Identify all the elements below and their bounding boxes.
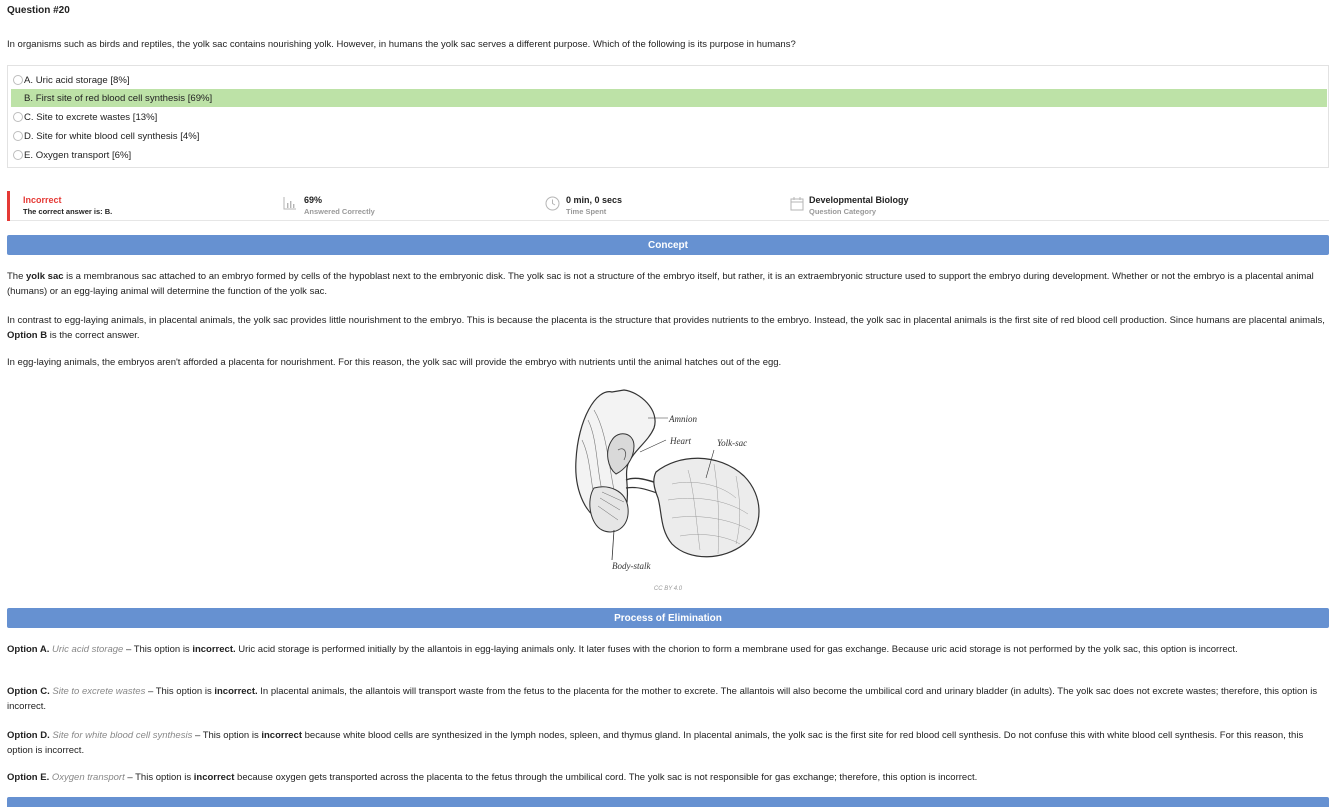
text: – This option is (124, 772, 194, 783)
amnion-label: Amnion (669, 414, 697, 424)
correct-answer-text: The correct answer is: B. (23, 207, 113, 216)
verdict: incorrect (261, 730, 302, 741)
result-value: Incorrect (23, 195, 62, 205)
heart-label: Heart (670, 436, 691, 446)
option-label: A. Uric acid storage [8%] (24, 74, 130, 86)
text: The (7, 271, 27, 282)
text: – This option is (123, 644, 193, 655)
category-stat (809, 194, 909, 218)
category-label: Question Category (809, 207, 877, 216)
time-stat (566, 194, 622, 218)
elimination-header: Process of Elimination (7, 608, 1329, 628)
radio-button[interactable] (13, 131, 23, 141)
radio-button[interactable] (13, 112, 23, 122)
option-d[interactable] (11, 127, 1327, 145)
text: is the correct answer. (47, 330, 140, 341)
option-name: Oxygen transport (51, 772, 125, 783)
verdict: incorrect. (214, 686, 258, 697)
text: – This option is (145, 686, 215, 697)
option-ref: Option C. (7, 686, 50, 697)
result-stat (23, 194, 112, 218)
radio-button[interactable] (13, 150, 23, 160)
text: Uric acid storage is performed initially by the allantois in egg-laying animals only. It later fuses with the chorion to form a membrane used for gas exchange. Because uric acid storage is not performed by the yolk sac, this option is incorrect. (235, 644, 1238, 655)
body-stalk-label: Body-stalk (612, 561, 651, 571)
answer-options (7, 65, 1329, 168)
next-section-header (7, 797, 1329, 807)
answered-stat (304, 194, 375, 218)
option-name: Uric acid storage (52, 644, 124, 655)
option-e[interactable] (11, 146, 1327, 164)
term-yolk-sac: yolk sac (26, 271, 64, 282)
concept-paragraph-2 (7, 313, 1325, 343)
option-name: Site to excrete wastes (52, 686, 146, 697)
category-value: Developmental Biology (809, 195, 909, 205)
elimination-option-c (7, 684, 1325, 714)
option-ref: Option E. (7, 772, 50, 783)
answered-label: Answered Correctly (304, 207, 375, 216)
incorrect-indicator (7, 191, 10, 221)
concept-paragraph-1 (7, 269, 1325, 299)
option-ref: Option A. (7, 644, 50, 655)
elimination-option-a (7, 642, 1325, 657)
option-label: D. Site for white blood cell synthesis [4%] (24, 130, 200, 142)
time-value: 0 min, 0 secs (566, 195, 623, 205)
embryo-illustration (568, 380, 768, 580)
text: because oxygen gets transported across the placenta to the fetus through the umbilical cord. The yolk sac is not responsible for gas exchange; therefore, this option is incorrect. (234, 772, 978, 783)
answered-value: 69% (304, 195, 323, 205)
result-stats (7, 191, 1329, 221)
text: because white blood cells are synthesized in the lymph nodes, spleen, and thymus gland. In placental animals, the yolk sac is the first site for red blood cell synthesis. Do not confuse this with white blood cell synthesis. For this reason, this option is incorrect. (7, 730, 1304, 756)
option-c[interactable] (11, 108, 1327, 126)
text: – This option is (192, 730, 262, 741)
verdict: incorrect. (192, 644, 236, 655)
option-label: E. Oxygen transport [6%] (24, 149, 132, 161)
elimination-option-e (7, 770, 1325, 785)
concept-header: Concept (7, 235, 1329, 255)
option-ref: Option D. (7, 730, 50, 741)
option-b[interactable] (11, 89, 1327, 107)
option-label: B. First site of red blood cell synthesis [69%] (24, 92, 213, 104)
calendar-icon (790, 196, 804, 211)
option-name: Site for white blood cell synthesis (52, 730, 193, 741)
text: is a membranous sac attached to an embryo formed by cells of the hypoblast next to the embryonic disk. The yolk sac is not a structure of the embryo itself, but rather, it is an extraembryonic structure used to support the embryo during development. Whether or not the embryo is a placental animal (humans) or an egg-laying animal will determine the function of the yolk sac. (7, 271, 1314, 297)
bar-chart-icon (283, 196, 297, 210)
verdict: incorrect (193, 772, 235, 783)
clock-icon (545, 196, 560, 211)
correct-option-ref: Option B (7, 330, 48, 341)
question-title: Question #20 (7, 5, 70, 16)
radio-button[interactable] (13, 75, 23, 85)
elimination-option-d (7, 728, 1325, 758)
text: In placental animals, the allantois will transport waste from the fetus to the placenta for the mother to excrete. The allantois will also become the umbilical cord and urinary bladder (in adults). The yolk sac does not excrete wastes; therefore, this option is incorrect. (7, 686, 1318, 712)
image-caption: CC BY 4.0 (653, 586, 683, 592)
option-a[interactable] (11, 71, 1327, 89)
option-label: C. Site to excrete wastes [13%] (24, 111, 158, 123)
concept-paragraph-3: In egg-laying animals, the embryos aren't afforded a placenta for nourishment. For this reason, the yolk sac will provide the embryo with nutrients until the animal hatches out of the egg. (7, 357, 782, 368)
yolk-sac-label: Yolk-sac (717, 438, 748, 448)
question-text: In organisms such as birds and reptiles, the yolk sac contains nourishing yolk. However, in humans the yolk sac serves a different purpose. Which of the following is its purpose in humans? (7, 39, 796, 50)
time-label: Time Spent (566, 207, 607, 216)
text: In contrast to egg-laying animals, in placental animals, the yolk sac provides little nourishment to the embryo. This is because the placenta is the structure that provides nutrients to the embryo. Instead, the yolk sac in placental animals is the first site of red blood cell production. Since humans are placental animals, (7, 315, 1325, 326)
